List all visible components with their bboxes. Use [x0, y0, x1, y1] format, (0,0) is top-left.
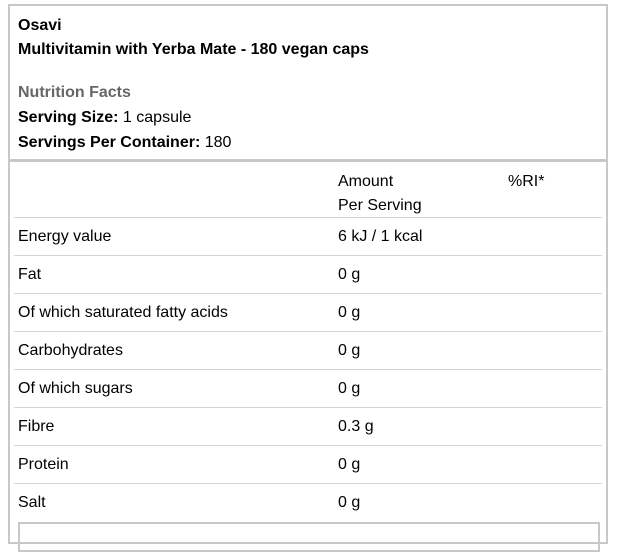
nutrient-amount: 0 g [338, 494, 361, 511]
servings-per-container [18, 133, 231, 153]
table-row [14, 484, 602, 521]
nutrient-name: Of which saturated fatty acids [18, 304, 228, 321]
nutrient-amount: 6 kJ / 1 kcal [338, 228, 423, 245]
nutrition-panel [8, 4, 608, 544]
nutrition-facts-title: Nutrition Facts [18, 84, 131, 101]
brand-name: Osavi [18, 17, 62, 34]
column-header-ri: %RI* [508, 173, 545, 190]
table-row [14, 256, 602, 294]
nutrient-name: Of which sugars [18, 380, 133, 397]
column-header-amount-line2: Per Serving [338, 197, 422, 214]
nutrient-amount: 0 g [338, 380, 361, 397]
nutrient-amount: 0.3 g [338, 418, 374, 435]
nutrient-amount: 0 g [338, 456, 361, 473]
column-header-amount-line1: Amount [338, 173, 394, 190]
nutrition-table [14, 164, 602, 521]
nutrient-amount: 0 g [338, 266, 361, 283]
table-row [14, 218, 602, 256]
column-header-amount [338, 170, 498, 218]
product-header [10, 6, 606, 162]
servings-per-container-label: Servings Per Container: [18, 134, 201, 151]
nutrient-amount: 0 g [338, 342, 361, 359]
nutrient-name: Protein [18, 456, 69, 473]
serving-size-label: Serving Size: [18, 109, 119, 126]
table-row [14, 370, 602, 408]
product-name: Multivitamin with Yerba Mate - 180 vegan caps [18, 41, 369, 58]
nutrient-amount: 0 g [338, 304, 361, 321]
servings-per-container-value: 180 [200, 134, 232, 151]
serving-size [18, 108, 191, 128]
footer-box [18, 522, 600, 552]
table-row [14, 332, 602, 370]
nutrient-name: Fat [18, 266, 42, 283]
nutrient-name: Salt [18, 494, 46, 511]
serving-size-value: 1 capsule [118, 109, 192, 126]
nutrient-name: Carbohydrates [18, 342, 123, 359]
table-row [14, 446, 602, 484]
table-header [14, 164, 602, 218]
nutrient-name: Energy value [18, 228, 112, 245]
nutrient-name: Fibre [18, 418, 55, 435]
table-row [14, 294, 602, 332]
table-row [14, 408, 602, 446]
